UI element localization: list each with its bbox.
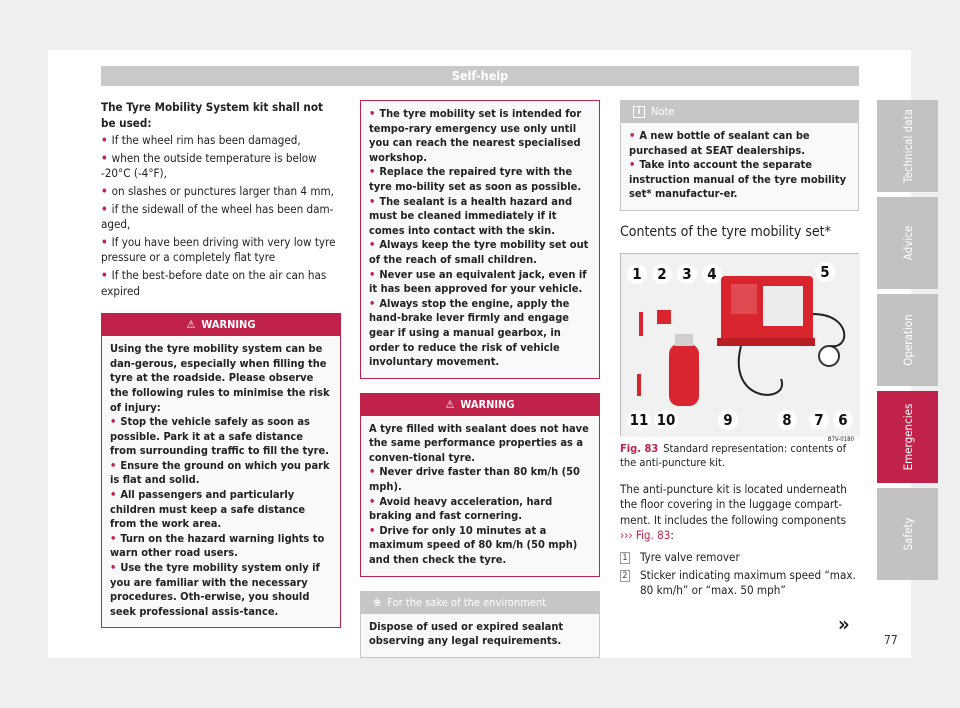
list-item: • Never use an equivalent jack, even if it has been approved for your vehicle. — [369, 267, 587, 296]
warning-header — [361, 394, 599, 416]
list-item: • Drive for only 10 minutes at a maximum speed of 80 km/h (50 mph) and then check the tyre. — [369, 523, 578, 567]
tab-operation[interactable] — [877, 294, 938, 386]
list-item: • The sealant is a health hazard and must be cleaned immediately if it comes into contact with the skin. — [369, 194, 573, 237]
figure-caption — [620, 442, 859, 470]
column-2 — [360, 100, 600, 658]
environment-box — [360, 591, 600, 658]
continue-icon: » — [838, 612, 850, 636]
warning-body — [361, 101, 599, 378]
environment-text: Dispose of used or expired sealant observing any legal requirements. — [369, 619, 564, 648]
callout-4: 4 — [702, 264, 722, 284]
tab-label: Operation — [900, 314, 915, 366]
column-3 — [620, 100, 859, 599]
list-item: • Avoid heavy acceleration, hard braking and fast cornering. — [369, 494, 553, 523]
warning-continued-box — [360, 100, 600, 379]
environment-title: For the sake of the environment — [387, 595, 547, 609]
list-item — [620, 550, 859, 566]
list-item: • All passengers and particularly children must keep a safe distance from the work area. — [110, 488, 306, 531]
body-text: The anti-puncture kit is located underneath the floor covering in the luggage compart-ment. It includes the following components ››› Fig. 83: — [620, 481, 847, 543]
note-header — [621, 101, 858, 123]
tab-safety[interactable] — [877, 488, 938, 580]
item-text: Tyre valve remover — [640, 549, 740, 564]
warning-box-2 — [360, 393, 600, 577]
list-item: • Always keep the tyre mobility set out of the reach of small children. — [369, 238, 589, 266]
callout-2: 2 — [652, 264, 672, 284]
note-body — [621, 123, 858, 210]
figure-label: Fig. 83 — [620, 441, 659, 455]
figure-tyre-mobility-kit — [620, 253, 859, 443]
warning-icon: ⚠ — [445, 397, 455, 411]
tab-label: Emergencies — [900, 403, 915, 471]
list-item: • when the outside temperature is below -20°C (-4°F), — [101, 150, 317, 181]
warning-header — [102, 314, 340, 336]
list-item: • Take into account the separate instruction manual of the tyre mobility set* manufactur-er. — [629, 158, 847, 201]
list-item: • If the best-before date on the air can has expired — [101, 267, 327, 298]
warning-box — [101, 313, 341, 628]
callout-8: 8 — [777, 410, 797, 430]
callout-7: 7 — [809, 410, 829, 430]
warning-title: WARNING — [460, 397, 515, 411]
page-header: Self-help — [101, 66, 859, 86]
callout-1: 1 — [627, 264, 647, 284]
list-item: • Ensure the ground on which you park is flat and solid. — [110, 458, 330, 487]
warning-icon: ⚠ — [186, 318, 196, 332]
tab-emergencies[interactable] — [877, 391, 938, 483]
list-item: • Stop the vehicle safely as soon as possible. Park it at a safe distance from surrounding traffic to fill the tyre. — [110, 415, 330, 458]
reference-arrows: ››› — [620, 528, 633, 543]
warning-body — [361, 416, 599, 576]
list-item: • A new bottle of sealant can be purchased at SEAT dealerships. — [629, 129, 810, 157]
callout-3: 3 — [677, 264, 697, 284]
callout-10: 10 — [654, 410, 678, 430]
note-box — [620, 100, 859, 211]
tab-technical-data[interactable] — [877, 100, 938, 192]
warning-text: A tyre filled with sealant does not have the same performance properties as a conven-tional tyre. — [369, 421, 589, 464]
list-item: • If the wheel rim has been damaged, — [101, 133, 301, 148]
leaf-icon: ❀ — [373, 595, 382, 609]
tab-label: Technical data — [900, 109, 915, 183]
environment-header — [361, 592, 599, 614]
callout-11: 11 — [627, 410, 651, 430]
column-1 — [101, 100, 341, 628]
warning-title: WARNING — [201, 318, 256, 332]
list-item: • Replace the repaired tyre with the tyre mo-bility set as soon as possible. — [369, 165, 582, 193]
note-title: Note — [651, 105, 675, 119]
list-item — [620, 568, 859, 599]
figure-reference-link[interactable]: Fig. 83 — [635, 528, 671, 543]
list-item: • Use the tyre mobility system only if you are familiar with the necessary procedures. Oth-erwise, you should seek professional assis-tance. — [110, 561, 320, 618]
item-text: Sticker indicating maximum speed “max. 80 km/h” or “max. 50 mph” — [640, 567, 856, 598]
list-item: • on slashes or punctures larger than 4 mm, — [101, 183, 334, 198]
list-item: • Never drive faster than 80 km/h (50 mph). — [369, 465, 580, 494]
item-number: 1 — [620, 552, 630, 564]
info-icon: i — [633, 106, 645, 118]
tab-label: Safety — [900, 517, 915, 551]
list-item: • Always stop the engine, apply the hand-brake lever firmly and engage gear if using a manual gearbox, in order to reduce the risk of vehicle involuntary movement. — [369, 296, 570, 369]
callout-5: 5 — [815, 262, 835, 282]
warning-text: Using the tyre mobility system can be dan-gerous, especially when filling the tyre at the roadside. Please observe the following rules to minimise the risk of injury: — [110, 342, 330, 414]
tab-label: Advice — [900, 225, 915, 261]
figure-caption-text: Standard representation: contents of the anti-puncture kit. — [620, 441, 847, 469]
list-item: • If you have been driving with very low tyre pressure or a completely flat tyre — [101, 234, 336, 265]
page-number: 77 — [884, 633, 898, 647]
callout-9: 9 — [718, 410, 738, 430]
list-item: • Turn on the hazard warning lights to warn other road users. — [110, 531, 325, 560]
warning-body — [102, 336, 340, 627]
tab-advice[interactable] — [877, 197, 938, 289]
callout-6: 6 — [833, 410, 853, 430]
item-number: 2 — [620, 570, 630, 582]
section-title: Contents of the tyre mobility set* — [620, 223, 831, 240]
list-item: • The tyre mobility set is intended for tempo-rary emergency use only until you can reach the nearest specialised workshop. — [369, 107, 582, 164]
figure-code: B7V-0180 — [827, 435, 854, 443]
list-item: • if the sidewall of the wheel has been dam-aged, — [101, 201, 334, 232]
intro-text: The Tyre Mobility System kit shall not be used: — [101, 100, 324, 130]
